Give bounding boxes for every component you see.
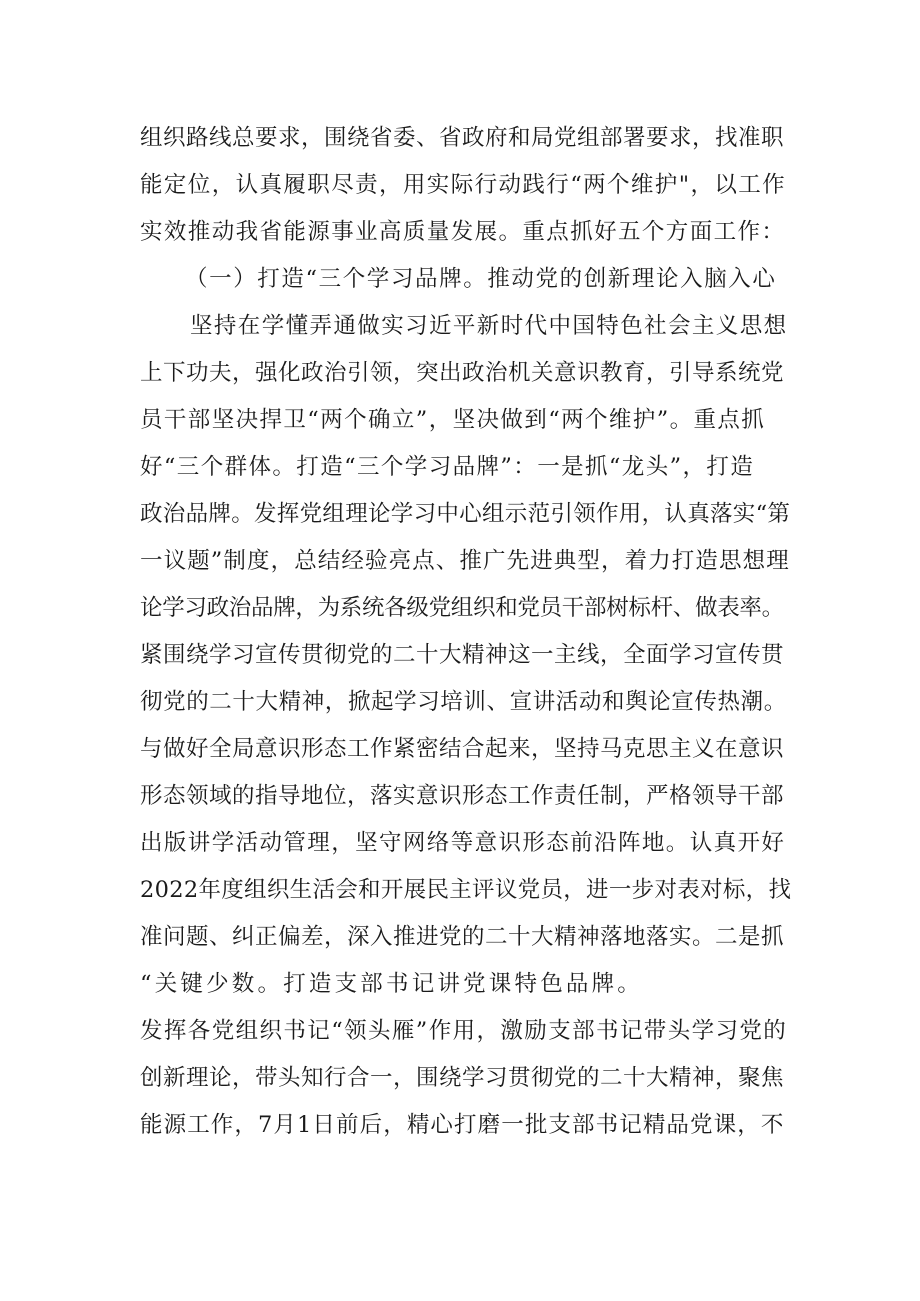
text-line-13: 彻党的二十大精神，掀起学习培训、宣讲活动和舆论宣传热潮。 <box>140 689 787 715</box>
text-line-20: 发挥各党组织书记“领头雁”作用，激励支部书记带头学习党的 <box>140 1018 788 1044</box>
text-line-3: 实效推动我省能源事业高质量发展。重点抓好五个方面工作： <box>140 219 786 245</box>
text-line-1: 组织路线总要求，围绕省委、省政府和局党组部署要求，找准职 <box>140 125 785 151</box>
section-heading: （一）打造“三个学习品牌。推动党的创新理论入脑入心 <box>185 266 777 292</box>
text-line-15: 形态领域的指导地位，落实意识形态工作责任制，严格领导干部 <box>140 783 785 809</box>
text-line-6: 上下功夫，强化政治引领，突出政治机关意识教育，引导系统党 <box>140 360 785 386</box>
text-line-17: 2022年度组织生活会和开展民主评议党员，进一步对表对标，找 <box>140 877 792 903</box>
text-line-8: 好“三个群体。打造“三个学习品牌”：一是抓“龙头”，打造 <box>140 454 755 480</box>
text-line-16: 出版讲学活动管理，坚守网络等意识形态前沿阵地。认真开好 <box>140 830 786 856</box>
text-line-22: 能源工作，7月1日前后，精心打磨一批支部书记精品党课，不 <box>140 1112 785 1138</box>
text-line-9: 政治品牌。发挥党组理论学习中心组示范引领作用，认真落实“第 <box>140 501 791 527</box>
text-line-2: 能定位，认真履职尽责，用实际行动践行“两个维护"，以工作 <box>140 172 787 198</box>
text-line-14: 与做好全局意识形态工作紧密结合起来，坚持马克思主义在意识 <box>140 736 785 762</box>
text-line-10: 一议题”制度，总结经验亮点、推广先进典型，着力打造思想理 <box>140 548 790 574</box>
text-line-7: 员干部坚决捍卫“两个确立”，坚决做到“两个维护”。重点抓 <box>140 407 766 433</box>
text-line-5: 坚持在学懂弄通做实习近平新时代中国特色社会主义思想 <box>190 313 788 339</box>
text-line-11: 论学习政治品牌，为系统各级党组织和党员干部树标杆、做表率。 <box>140 595 784 621</box>
text-line-12: 紧围绕学习宣传贯彻党的二十大精神这一主线，全面学习宣传贯 <box>140 642 785 668</box>
text-line-18: 准问题、纠正偏差，深入推进党的二十大精神落地落实。二是抓 <box>140 924 785 950</box>
text-line-21: 创新理论，带头知行合一，围绕学习贯彻党的二十大精神，聚焦 <box>140 1065 785 1091</box>
text-line-19: “关键少数。打造支部书记讲党课特色品牌。 <box>140 971 644 997</box>
